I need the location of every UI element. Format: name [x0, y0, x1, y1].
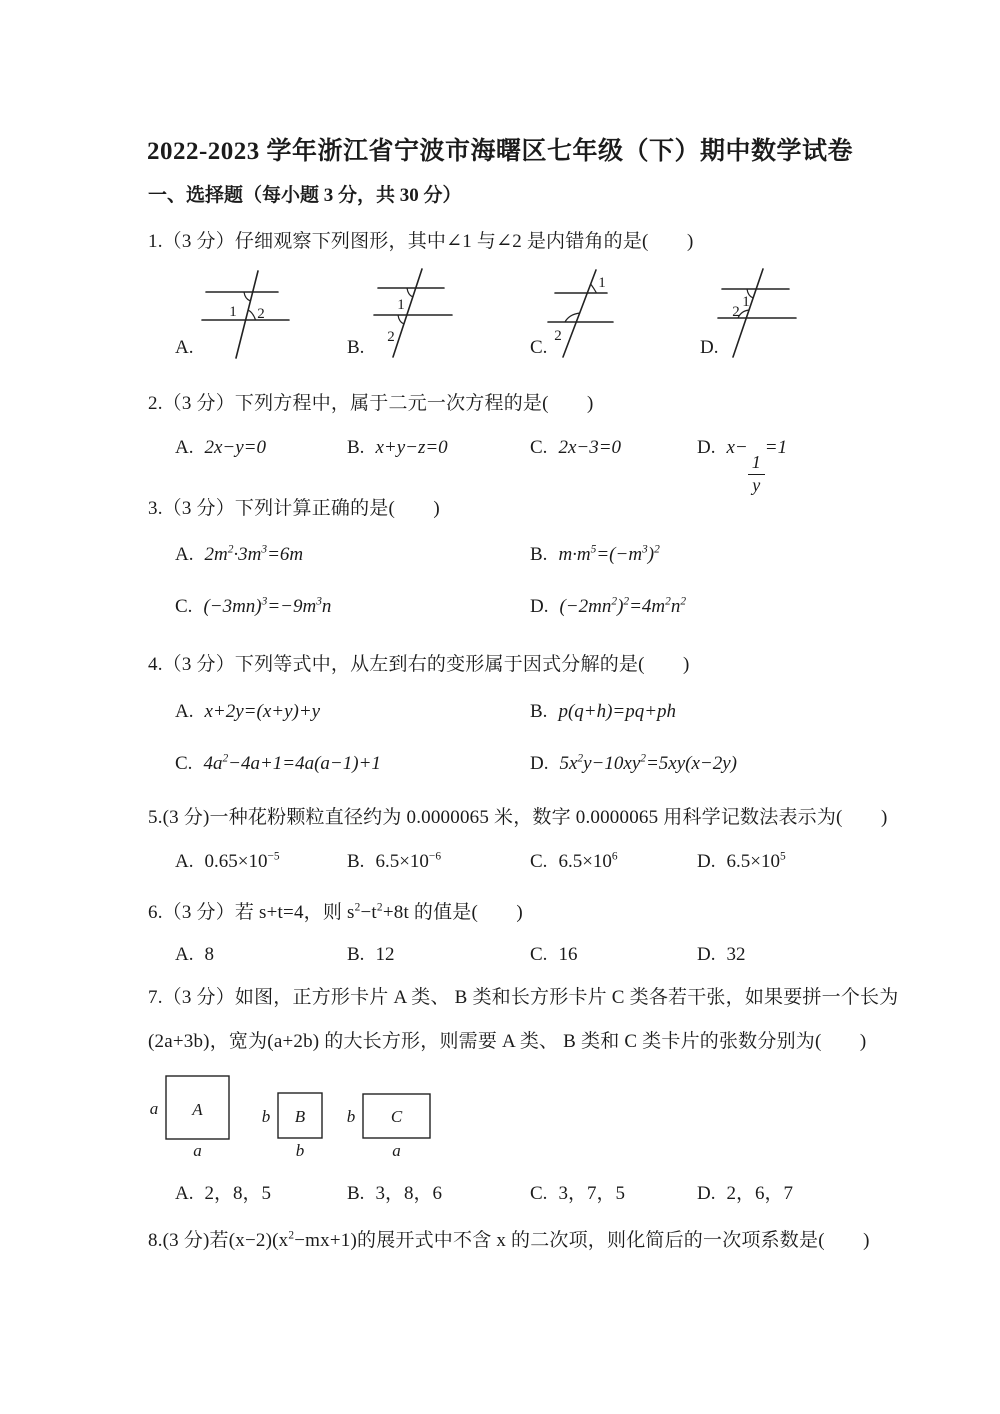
card-c-bottom-label: a	[392, 1141, 401, 1160]
q3-option-d: D. $(-2mn^2)^2=4m^2n^2$	[530, 595, 687, 617]
angle-label-1: 1	[742, 294, 750, 310]
q4-option-b: B. p(q+h)=pq+ph	[530, 701, 677, 722]
card-a-side-label: a	[149, 1099, 159, 1118]
q3-stem: 3.（3 分）下列计算正确的是( )	[148, 498, 440, 519]
angle-label-2: 2	[257, 306, 265, 322]
card-b-name: B	[294, 1107, 306, 1126]
q7-cards-figure	[145, 1070, 445, 1162]
angle-arc-1	[591, 284, 597, 293]
q3-option-b: B. $m\cdot m^5=(-m^3)^2$	[530, 543, 660, 565]
card-c-side-label: b	[346, 1107, 356, 1126]
fraction	[748, 453, 765, 496]
q7-option-b: B. 3，8，6	[347, 1183, 442, 1204]
q2-option-d: D. x− $\frac{1}{y}$ =1	[697, 437, 788, 495]
q6-option-c: C. 16	[530, 944, 578, 965]
q2-option-c: C. 2x−3=0	[530, 437, 622, 458]
q4-stem: 4.（3 分）下列等式中，从左到右的变形属于因式分解的是( )	[148, 654, 690, 675]
angle-label-2: 2	[732, 304, 740, 320]
card-a-name: A	[192, 1100, 203, 1119]
card-a-bottom-label: a	[193, 1141, 202, 1160]
fraction-denominator: y	[752, 474, 761, 495]
q1-stem: 1.（3 分）仔细观察下列图形，其中∠1 与∠2 是内错角的是( )	[148, 231, 694, 252]
q6-option-a: A. 8	[175, 944, 214, 965]
q1-figure-c	[545, 266, 625, 361]
q2-stem: 2.（3 分）下列方程中，属于二元一次方程的是( )	[148, 393, 594, 414]
fraction-post: =1	[764, 437, 788, 458]
q5-stem: 5.(3 分)一种花粉颗粒直径约为 0.0000065 米，数字 0.0000065 用科学记数法表示为( )	[148, 807, 888, 828]
q1-figure-b	[372, 266, 457, 361]
card-b-bottom-label: b	[295, 1141, 305, 1160]
q2-option-b: B. x+y−z=0	[347, 437, 448, 458]
q5-option-c: C. $6.5\times 10^6$	[530, 850, 618, 872]
card-c-name: C	[390, 1107, 403, 1126]
q3-option-c: C. $(-3mn)^3=-9m^3n$	[175, 595, 332, 617]
angle-label-1: 1	[397, 297, 405, 313]
angle-label-2: 2	[387, 329, 395, 345]
q7-option-d: D. 2，6，7	[697, 1183, 793, 1204]
q8-stem: 8.(3 分)若$(x-2)(x^2-mx+1)$的展开式中不含 x 的二次项，则化简后的一次项系数是( )	[148, 1229, 870, 1251]
angle-arc-2	[248, 310, 255, 320]
transversal-line	[236, 271, 258, 358]
q5-option-b: B. $6.5\times 10^{-6}$	[347, 850, 442, 872]
q4-option-c: C. $4a^2-4a+1=4a(a-1)+1$	[175, 752, 381, 774]
q4-option-a: A. x+2y=(x+y)+y	[175, 701, 321, 722]
q7-stem-line2: (2a+3b)，宽为(a+2b) 的大长方形，则需要 A 类、 B 类和 C 类卡片的张数分别为( )	[148, 1031, 867, 1052]
transversal-line	[393, 269, 422, 357]
q1-option-c-label: C.	[530, 337, 548, 358]
q7-option-a: A. 2，8，5	[175, 1183, 271, 1204]
q3-option-a: A. $2m^2\cdot 3m^3=6m$	[175, 543, 304, 565]
q7-option-c: C. 3，7，5	[530, 1183, 625, 1204]
fraction-numerator: 1	[748, 453, 765, 475]
section-heading: 一、选择题（每小题 3 分，共 30 分）	[148, 185, 462, 206]
card-b-side-label: b	[261, 1107, 271, 1126]
angle-arc-1	[407, 288, 413, 297]
q6-option-d: D. 32	[697, 944, 746, 965]
angle-arc-1	[244, 292, 250, 301]
q1-figure-d	[716, 266, 801, 361]
angle-label-1: 1	[598, 275, 606, 291]
angle-label-2: 2	[554, 328, 562, 344]
q5-option-d: D. $6.5\times 10^5$	[697, 850, 786, 872]
q4-option-d: D. $5x^2y-10xy^2=5xy(x-2y)$	[530, 752, 737, 774]
q7-stem-line1: 7.（3 分）如图，正方形卡片 A 类、 B 类和长方形卡片 C 类各若干张，如果要拼一个长为	[148, 987, 899, 1008]
q2-option-a: A. 2x−y=0	[175, 437, 266, 458]
angle-label-1: 1	[229, 304, 237, 320]
q6-option-b: B. 12	[347, 944, 395, 965]
q5-option-a: A. $0.65\times 10^{-5}$	[175, 850, 280, 872]
q1-option-b-label: B.	[347, 337, 365, 358]
fraction-pre: x−	[726, 437, 748, 458]
exam-title: 2022-2023 学年浙江省宁波市海曙区七年级（下）期中数学试卷	[146, 138, 854, 165]
q1-option-a-label: A.	[175, 337, 194, 358]
q6-stem: 6.（3 分）若 s+t=4，则 $s^2-t^2+8t$ 的值是( )	[148, 901, 523, 923]
angle-arc-2	[398, 315, 404, 324]
q1-option-d-label: D.	[700, 337, 719, 358]
q1-figure-a	[200, 268, 295, 363]
